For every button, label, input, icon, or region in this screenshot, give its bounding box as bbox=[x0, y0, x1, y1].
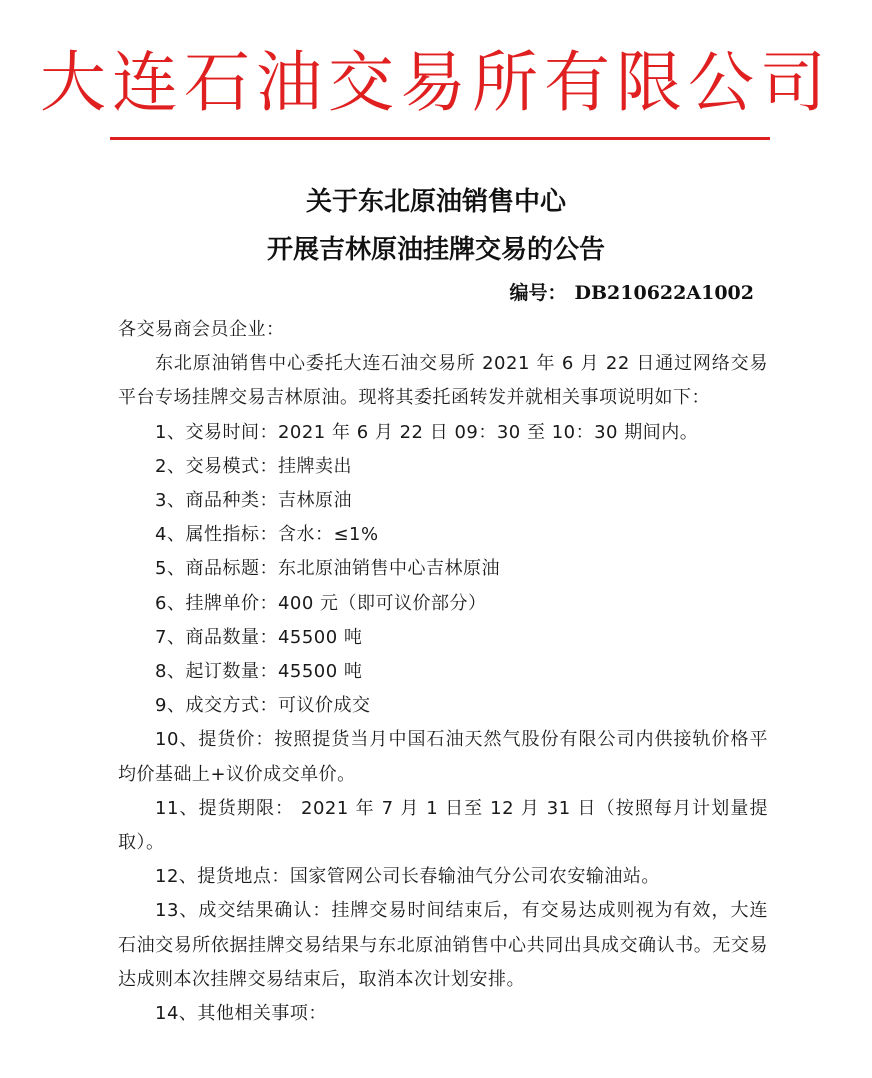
intro-paragraph: 东北原油销售中心委托大连石油交易所 2021 年 6 月 22 日通过网络交易平台专场挂牌交易吉林原油。现将其委托函转发并就相关事项说明如下： bbox=[118, 353, 768, 409]
letterhead: 大连石油交易所有限公司 bbox=[40, 44, 832, 121]
item-12-paragraph: 12、提货地点：国家管网公司长春输油气分公司农安输油站。 bbox=[155, 866, 660, 888]
document-number-label: 编号： bbox=[509, 282, 567, 304]
document-number-value: DB210622A1002 bbox=[574, 282, 754, 304]
item-11-paragraph: 11、提货期限： 2021 年 7 月 1 日至 12 月 31 日（按照每月计划量提取）。 bbox=[118, 797, 768, 854]
list-item: 8、起订数量：45500 吨 bbox=[155, 661, 363, 683]
item-10-paragraph: 10、提货价：按照提货当月中国石油天然气股份有限公司内供接轨价格平均价基础上+议价成交单价。 bbox=[118, 729, 768, 785]
document-number bbox=[510, 279, 755, 307]
list-item: 7、商品数量：45500 吨 bbox=[155, 626, 363, 648]
list-item: 6、挂牌单价：400 元（即可议价部分） bbox=[155, 592, 487, 614]
item-list bbox=[118, 416, 768, 724]
list-item: 2、交易模式：挂牌卖出 bbox=[155, 455, 352, 477]
item-13-paragraph: 13、成交结果确认：挂牌交易时间结束后，有交易达成则视为有效，大连石油交易所依据挂牌交易结果与东北原油销售中心共同出具成交确认书。无交易达成则本次挂牌交易结束后，取消本次计划安排。 bbox=[118, 900, 768, 990]
notice-body bbox=[118, 313, 768, 1031]
list-item: 9、成交方式：可议价成交 bbox=[155, 695, 371, 717]
list-item: 5、商品标题：东北原油销售中心吉林原油 bbox=[155, 558, 500, 580]
list-item: 1、交易时间：2021 年 6 月 22 日 09：30 至 10：30 期间内。 bbox=[155, 421, 699, 443]
list-item: 4、属性指标：含水：≤1% bbox=[155, 524, 379, 546]
salutation: 各交易商会员企业： bbox=[118, 319, 285, 340]
notice-title-line-1: 关于东北原油销售中心 bbox=[305, 187, 566, 217]
list-item: 3、商品种类：吉林原油 bbox=[155, 490, 352, 512]
notice-title-line-2: 开展吉林原油挂牌交易的公告 bbox=[266, 235, 605, 265]
item-14-paragraph: 14、其他相关事项： bbox=[155, 1003, 327, 1025]
letterhead-divider bbox=[110, 137, 770, 140]
